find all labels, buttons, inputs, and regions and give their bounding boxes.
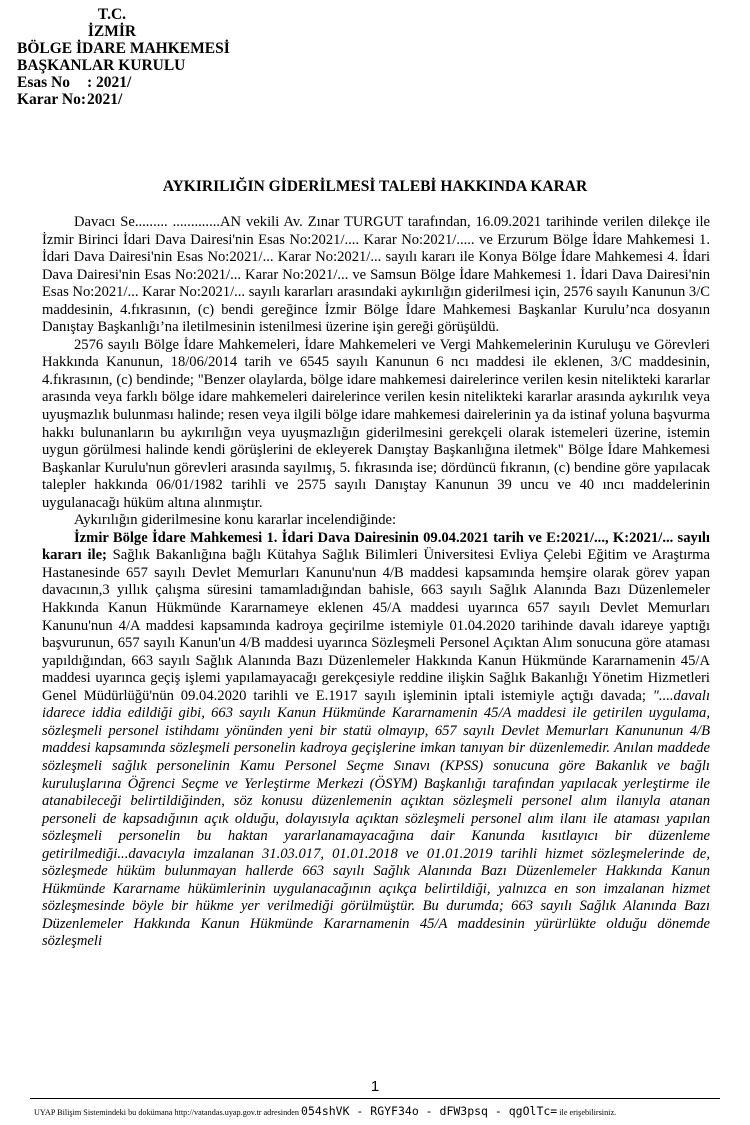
decision-summary: Sağlık Bakanlığına bağlı Kütahya Sağlık Bilimleri Üniversitesi Evliya Çelebi Eğitim ve Araştırma Hastanesinde 657 sayılı Devlet Memurları Kanunu'nun 4/B maddesi kapsamında hemşire olarak görev yapan davacının,3 yıllık çalışma süresini tamamladığından bahisle, 663 sayılı Sağlık Alanında Bazı Düzenlemeler Hakkında Kanun Hükmünde Kararnameye eklenen 45/A maddesi uyarınca 657 sayılı Devlet Memurları Kanunu'nun 4/A maddesi kapsamında kadroya geçirilme istemiyle 01.04.2020 tarihinde davalı idareye yaptığı başvurunun, 657 sayılı Kanun'un 4/B maddesi uyarınca Sözleşmeli Personel Açıktan Alım sonucuna göre ataması yapıldığından, 663 sayılı Sağlık Alanında Bazı Düzenlemeler Hakkında Kanun Hükmünde Kararnamenin 45/A maddesi uyarınca geçiş işlemi yapılamayacağı gerekçesiyle reddine ilişkin Sağlık Bakanlığı Yönetim Hizmetleri Genel Müdürlüğü'nün 09.04.2020 tarihli ve E.1917 sayılı işleminin iptali istemiyle açtığı davada; (42, 547, 710, 704)
paragraph-1: Davacı Se......... .............AN vekili Av. Zınar TURGUT tarafından, 16.09.2021 tarihinde verilen dilekçe ile İzmir Birinci İdari Dava Dairesi'nin Esas No:2021/.... Karar No:2021/..... ve Erzurum Bölge İdare Mahkemesi 1. İdari Dava Dairesi'nin Esas No:2021/... Karar No:2021/... sayılı kararı ile Konya Bölge İdare Mahkemesi 4. İdari Dava Dairesi'nin Esas No:2021/... Karar No:2021/... ve Samsun Bölge İdare Mahkemesi 1. İdari Dava Dairesi'nin Esas No:2021/... Karar No:2021/... sayılı kararları arasındaki aykırılığın giderilmesi için, 2576 sayılı Kanunun 3/C maddesinin, 4.fıkrasının, (c) bendi gereğince İzmir Bölge İdare Mahkemesi Başkanlar Kurulu’nca dosyanın Danıştay Başkanlığı’na iletilmesinin istenilmesi üzerine işin gereği görüşüldü. (42, 214, 710, 336)
esas-value: : 2021/ (87, 74, 132, 91)
footer-divider (30, 1098, 720, 1099)
header-city: İZMİR (87, 23, 137, 40)
document-title: AYKIRILIĞIN GİDERİLMESİ TALEBİ HAKKINDA KARAR (162, 178, 588, 195)
court-header (17, 6, 230, 108)
esas-no (17, 74, 230, 91)
karar-label: Karar No: (17, 91, 87, 108)
header-board: BAŞKANLAR KURULU (17, 57, 186, 74)
footer-verification (34, 1104, 616, 1118)
karar-no (17, 91, 230, 108)
decision-reference: İzmir Bölge İdare Mahkemesi 1. İdari Dava Dairesinin 09.04.2021 tarih ve E:2021/..., K:2021/... sayılı kararı ile; (42, 529, 710, 564)
paragraph-2: 2576 sayılı Bölge İdare Mahkemeleri, İdare Mahkemeleri ve Vergi Mahkemelerinin Kuruluşu ve Görevleri Hakkında Kanunun, 18/06/2014 tarih ve 6545 sayılı Kanunun 6 ncı maddesi ile eklenen, 3/C maddesinin, 4.fıkrasının, (c) bendinde; "Benzer olaylarda, bölge idare mahkemesi dairelerince verilen kesin nitelikteki kararlar arasında veya farklı bölge idare mahkemeleri dairelerince verilen kesin nitelikteki kararlar arasında aykırılık veya uyuşmazlık bulunması halinde; resen veya ilgili bölge idare mahkemesi dairelerinin ya da istinaf yoluna başvurma hakkı bulunanların bu aykırılığın veya uyuşmazlığın giderilmesini gerekçeli olarak istemeleri üzerine, istemin uygun görülmesi halinde kendi görüşlerini de ekleyerek Danıştay Başkanlığına iletmek" Bölge İdare Mahkemesi Başkanlar Kurulu'nun görevleri arasında sayılmış, 5. fıkrasında ise; dördüncü fıkranın, (c) bendine göre yapılacak talepler hakkında 06/01/1982 tarihli ve 2575 sayılı Danıştay Kanunun 39 uncu ve 40 ıncı maddelerinin uygulanacağı hüküm altına alınmıştır. (42, 336, 710, 511)
document-body (42, 214, 710, 951)
page-number: 1 (370, 1078, 380, 1095)
header-tc: T.C. (97, 6, 127, 23)
esas-label: Esas No (17, 74, 70, 91)
karar-value: 2021/ (87, 91, 123, 108)
paragraph-4 (42, 530, 710, 951)
header-court: BÖLGE İDARE MAHKEMESİ (17, 40, 230, 57)
footer-text-after: ile erişebilirsiniz. (559, 1108, 617, 1117)
paragraph-3: Aykırılığın giderilmesine konu kararlar incelendiğinde: (74, 512, 397, 529)
footer-text-before: UYAP Bilişim Sistemindeki bu dokümana http://vatandas.uyap.gov.tr adresinden (34, 1108, 299, 1117)
decision-quote: "....davalı idarece iddia edildiği gibi, 663 sayılı Kanun Hükmünde Kararnamenin 45/A maddesi ile getirilen uygulama, sözleşmeli personel istihdamı yönünden yeni bir statü olmayıp, 657 sayılı Devlet Memurları Kanununun 4/B maddesi kapsamında sözleşmeli personelin kadroya geçişlerine imkan tanıyan bir düzenlemedir. Anılan maddede sözleşmeli sağlık personelinin Kamu Personel Seçme Sınavı (KPSS) sonucuna göre Bakanlık ve bağlı kuruluşlarına Öğrenci Seçme ve Yerleştirme Merkezi (ÖSYM) Başkanlığı tarafından yapılacak yerleştirme ile atanabileceği belirtildiğinden, söz konusu düzenlemenin açıktan sözleşmeli personel alım ilanıyla atanan personeli de kapsadığının açık olduğu, dolayısıyla açıktan sözleşmeli personel alım ilanı ile ataması yapılan sözleşmeli personelin bu haktan yararlanamayacağına dair Kanunda kısıtlayıcı bir düzenleme getirilmediği...davacıyla imzalanan 31.03.017, 01.01.2018 ve 01.01.2019 tarihli hizmet sözleşmelerinde de, sözleşmede hüküm bulunmayan hallerde 663 sayılı Sağlık Alanında Bazı Düzenlemeler Hakkında Kanun Hükmünde Kararname hükümlerinin uygulanacağının açıkça belirtildiği, yalnızca en son imzalanan hizmet sözleşmesinde böyle bir hükme yer verilmediği görülmüştür. Bu durumda; 663 sayılı Sağlık Alanında Bazı Düzenlemeler Hakkında Kanun Hükmünde Kararnamenin 45/A maddesinin yürürlükte olduğu dönemde sözleşmeli (42, 687, 710, 950)
verification-code: 054shVK - RGYF34o - dFW3psq - qgOlTc= (301, 1104, 558, 1118)
